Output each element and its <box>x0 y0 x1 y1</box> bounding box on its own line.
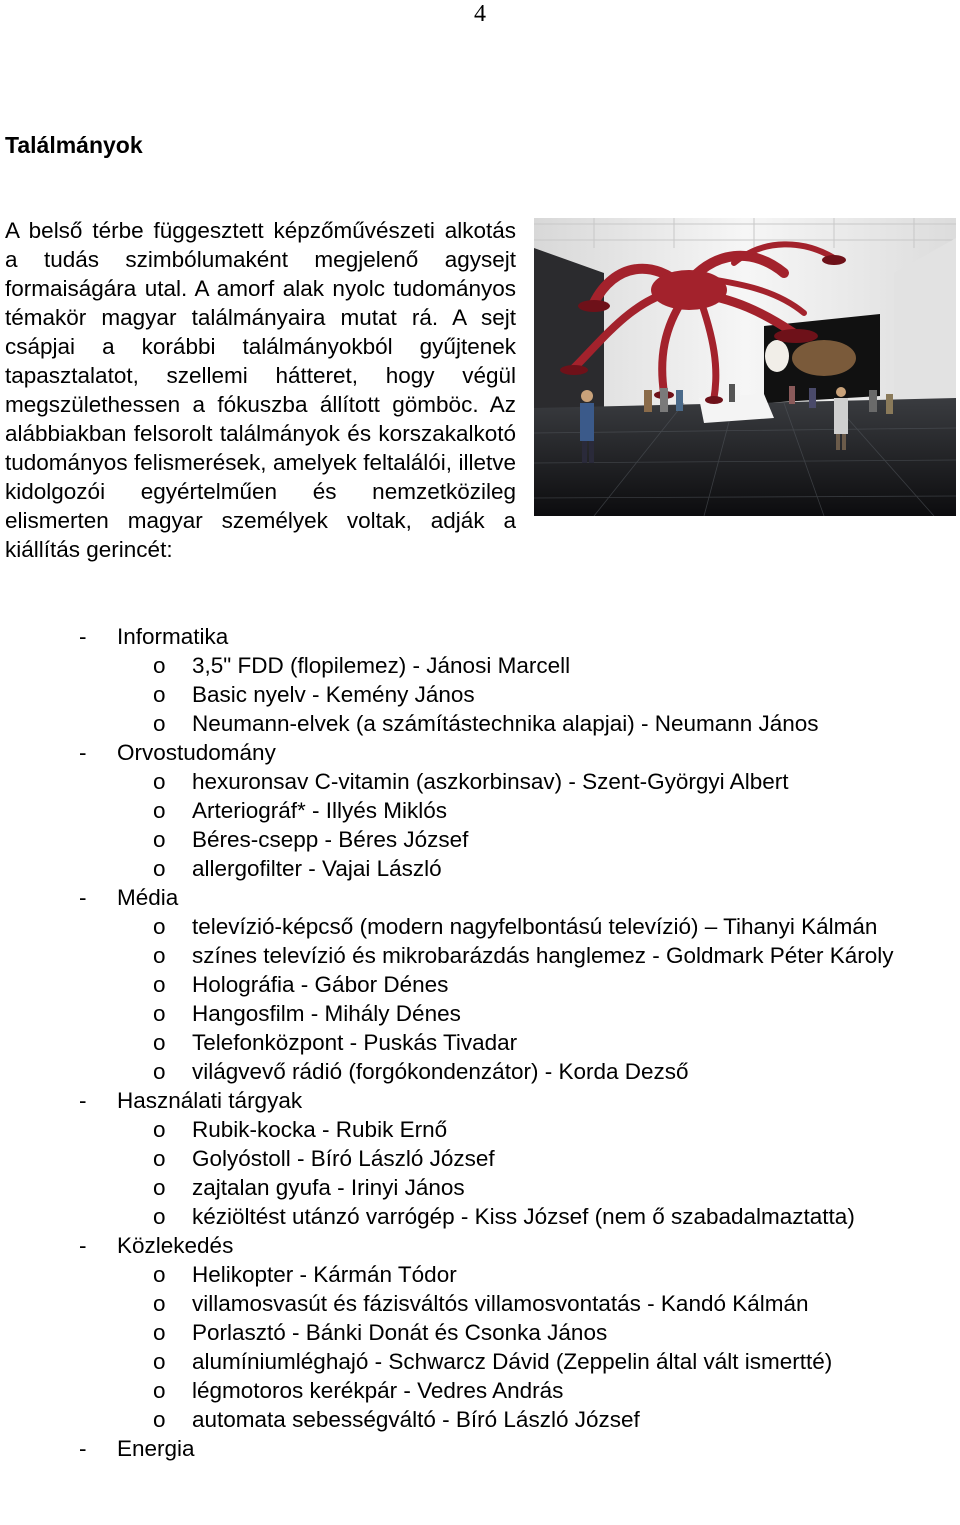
invention-text: automata sebességváltó - Bíró László József <box>192 1407 640 1432</box>
category-bullet: - <box>79 1088 87 1113</box>
category-item <box>0 738 960 883</box>
invention-item <box>0 854 960 883</box>
category-label: Közlekedés <box>117 1233 234 1258</box>
invention-item <box>0 825 960 854</box>
invention-bullet: o <box>153 711 166 736</box>
invention-sublist <box>0 1260 960 1434</box>
invention-text: Hangosfilm - Mihály Dénes <box>192 1001 461 1026</box>
invention-bullet: o <box>153 1030 166 1055</box>
invention-item <box>0 1173 960 1202</box>
section-title: Találmányok <box>5 132 143 158</box>
exhibition-render-image <box>534 218 956 516</box>
display-screen-image <box>792 340 856 376</box>
invention-bullet: o <box>153 769 166 794</box>
invention-item <box>0 651 960 680</box>
invention-bullet: o <box>153 798 166 823</box>
invention-text: színes televízió és mikrobarázdás hanglemez - Goldmark Péter Károly <box>192 943 894 968</box>
invention-item <box>0 1115 960 1144</box>
exhibition-render-svg <box>534 218 956 516</box>
invention-sublist <box>0 912 960 1086</box>
invention-bullet: o <box>153 1320 166 1345</box>
category-item <box>0 1086 960 1231</box>
invention-text: Telefonközpont - Puskás Tivadar <box>192 1030 518 1055</box>
invention-item <box>0 1144 960 1173</box>
invention-item <box>0 1405 960 1434</box>
category-label: Média <box>117 885 179 910</box>
category-bullet: - <box>79 624 87 649</box>
category-bullet: - <box>79 740 87 765</box>
invention-bullet: o <box>153 653 166 678</box>
invention-bullet: o <box>153 1175 166 1200</box>
category-item <box>0 1434 960 1463</box>
category-item <box>0 883 960 1086</box>
invention-bullet: o <box>153 1407 166 1432</box>
invention-item <box>0 912 960 941</box>
invention-bullet: o <box>153 1117 166 1142</box>
invention-text: allergofilter - Vajai László <box>192 856 442 881</box>
invention-item <box>0 1260 960 1289</box>
category-bullet: - <box>79 1436 87 1461</box>
invention-item <box>0 1289 960 1318</box>
invention-item <box>0 999 960 1028</box>
invention-text: világvevő rádió (forgókondenzátor) - Korda Dezső <box>192 1059 689 1084</box>
invention-item <box>0 1028 960 1057</box>
invention-text: Arteriográf* - Illyés Miklós <box>192 798 448 823</box>
invention-text: Basic nyelv - Kemény János <box>192 682 475 707</box>
invention-text: légmotoros kerékpár - Vedres András <box>192 1378 564 1403</box>
neuron-body <box>651 270 727 310</box>
category-bullet: - <box>79 885 87 910</box>
invention-text: Porlasztó - Bánki Donát és Csonka János <box>192 1320 608 1345</box>
invention-item <box>0 1202 960 1231</box>
invention-item <box>0 680 960 709</box>
page-number: 4 <box>474 1 486 27</box>
category-label: Informatika <box>117 624 229 649</box>
invention-text: Golyóstoll - Bíró László József <box>192 1146 495 1171</box>
invention-bullet: o <box>153 1349 166 1374</box>
invention-text: Helikopter - Kármán Tódor <box>192 1262 457 1287</box>
invention-item <box>0 767 960 796</box>
invention-item <box>0 1318 960 1347</box>
invention-bullet: o <box>153 1262 166 1287</box>
invention-text: zajtalan gyufa - Irinyi János <box>192 1175 465 1200</box>
invention-bullet: o <box>153 943 166 968</box>
category-label: Orvostudomány <box>117 740 276 765</box>
invention-item <box>0 1057 960 1086</box>
invention-bullet: o <box>153 856 166 881</box>
invention-text: alumíniumléghajó - Schwarcz Dávid (Zeppelin által vált ismertté) <box>192 1349 833 1374</box>
invention-text: Neumann-elvek (a számítástechnika alapjai) - Neumann János <box>192 711 819 736</box>
category-label: Energia <box>117 1436 195 1461</box>
invention-text: Holográfia - Gábor Dénes <box>192 972 449 997</box>
invention-item <box>0 941 960 970</box>
focus-sphere <box>765 340 789 372</box>
intro-block <box>5 216 956 564</box>
invention-bullet: o <box>153 1146 166 1171</box>
invention-bullet: o <box>153 1378 166 1403</box>
invention-item <box>0 709 960 738</box>
invention-bullet: o <box>153 1001 166 1026</box>
invention-text: hexuronsav C-vitamin (aszkorbinsav) - Szent-Györgyi Albert <box>192 769 789 794</box>
invention-bullet: o <box>153 1291 166 1316</box>
category-item <box>0 622 960 738</box>
invention-text: 3,5" FDD (flopilemez) - Jánosi Marcell <box>192 653 571 678</box>
invention-text: Béres-csepp - Béres József <box>192 827 469 852</box>
invention-bullet: o <box>153 914 166 939</box>
invention-text: televízió-képcső (modern nagyfelbontású televízió) – Tihanyi Kálmán <box>192 914 878 939</box>
invention-sublist <box>0 767 960 883</box>
invention-bullet: o <box>153 1204 166 1229</box>
invention-bullet: o <box>153 1059 166 1084</box>
invention-bullet: o <box>153 682 166 707</box>
category-item <box>0 1231 960 1434</box>
invention-sublist <box>0 651 960 738</box>
invention-sublist <box>0 1115 960 1231</box>
invention-item <box>0 1376 960 1405</box>
invention-item <box>0 970 960 999</box>
invention-bullet: o <box>153 827 166 852</box>
category-bullet: - <box>79 1233 87 1258</box>
invention-item <box>0 1347 960 1376</box>
invention-text: Rubik-kocka - Rubik Ernő <box>192 1117 448 1142</box>
invention-bullet: o <box>153 972 166 997</box>
invention-text: kéziöltést utánzó varrógép - Kiss József (nem ő szabadalmaztatta) <box>192 1204 855 1229</box>
category-label: Használati tárgyak <box>117 1088 303 1113</box>
inventions-list <box>0 622 960 1463</box>
invention-text: villamosvasút és fázisváltós villamosvontatás - Kandó Kálmán <box>192 1291 809 1316</box>
invention-item <box>0 796 960 825</box>
intro-paragraph: A belső térbe függesztett képzőművészeti alkotás a tudás szimbólumaként megjelenő agysejt formaiságára utal. A amorf alak nyolc tudományos témakör magyar találmányaira mutat rá. A sejt csápjai a korábbi találmányokból gyűjtenek tapasztalatot, szellemi hátteret, hogy végül megszülethessen a fókuszba állított gömböc. Az alábbiakban felsorolt találmányok és korszakalkotó tudományos felismerések, amelyek feltalálói, illetve kidolgozói egyértelműen és nemzetközileg elismerten magyar személyek voltak, adják a kiállítás gerincét: <box>5 218 516 562</box>
